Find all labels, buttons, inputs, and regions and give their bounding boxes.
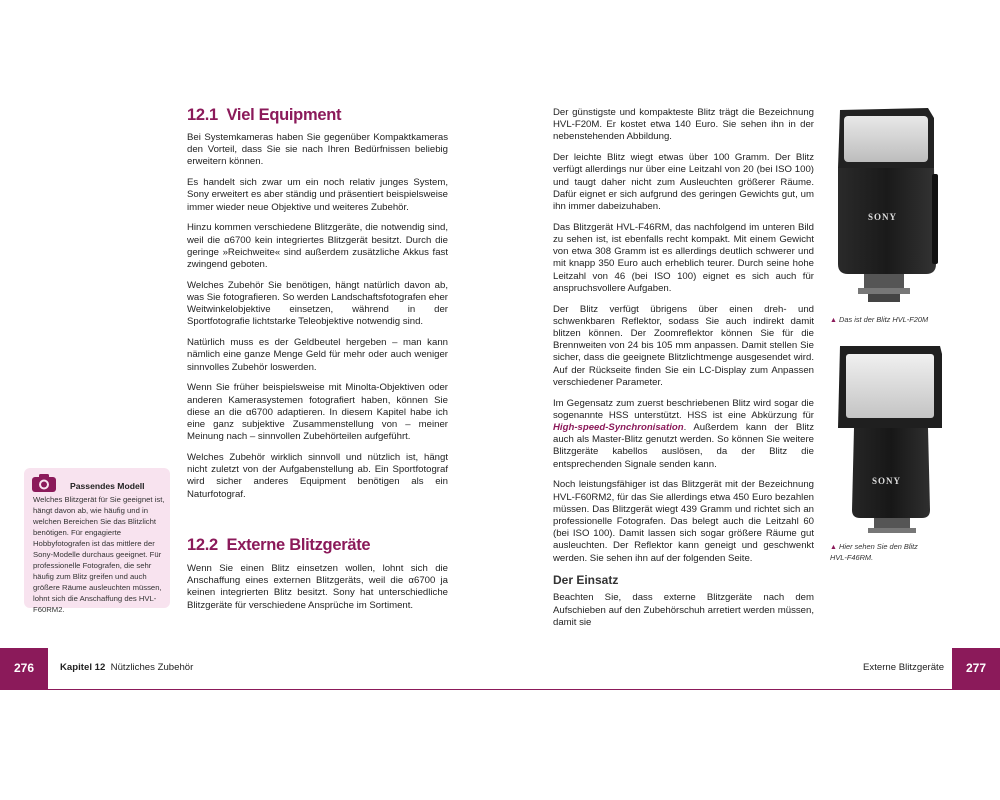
page-number-bar-right bbox=[952, 648, 1000, 690]
emphasis-hss: High-speed-Synchronisation bbox=[553, 422, 684, 434]
text-run: Im Gegensatz zum zuerst beschriebenen Blitz wird sogar die sogenannte HSS unterstützt. HSS ist eine Abkürzung für bbox=[553, 397, 814, 421]
tip-title: Passendes Modell bbox=[70, 481, 145, 491]
section-title: Viel Equipment bbox=[226, 106, 342, 124]
caption-text: Das ist der Blitz HVL-F20M bbox=[839, 315, 929, 324]
footer-section-title: Externe Blitzgeräte bbox=[863, 662, 945, 673]
paragraph: Noch leistungsfähiger ist das Blitzgerät mit der Bezeichnung HVL-F60RM2, für das Sie allerdings etwa 450 Euro bezahlen müssen. Das Blitzgerät wiegt 439 Gramm und richtet sich an professionelle Fotografen. Das belegt auch die Leitzahl 60 (bei ISO 100). Damit lassen sich sogar größere Räume gut ausleuchten. Der Reflektor kann geneigt und geschwenkt werden. Sie sehen ihn auf der folgenden Seite. bbox=[553, 479, 814, 564]
paragraph: Es handelt sich zwar um ein noch relativ junges System, Sony erweitert es aber ständig und präsentiert beispielsweise immer wieder neue Objektive und weiteres Zubehör. bbox=[187, 177, 448, 213]
left-text-column-2 bbox=[187, 563, 448, 620]
text-run: . Außerdem kann der Blitz auch als Master-Blitz genutzt werden. So können Sie weitere Blitzgeräte kabellos auslösen, da der Blitz die entsprechenden Signale senden kann. bbox=[553, 422, 814, 470]
footer-chapter bbox=[60, 662, 193, 673]
flash-image-hvl-f46rm bbox=[834, 342, 944, 542]
chapter-label: Kapitel 12 bbox=[60, 662, 106, 673]
paragraph: Der Blitz verfügt übrigens über einen dreh- und schwenkbaren Reflektor, sodass Sie auch indirekt damit blitzen können. Der Zoomreflektor können Sie für die Brennweiten von 24 bis 105 mm anpassen. Damit stellen Sie sicher, dass die geeignete Blitzlichtmenge ausgesendet wird. Auf der Rückseite finden Sie ein LC-Display zum Anpassen verschiedener Parameter. bbox=[553, 303, 814, 388]
section-number: 12.1 bbox=[187, 106, 218, 124]
caption-top bbox=[830, 315, 928, 326]
paragraph: Welches Zubehör wirklich sinnvoll und nützlich ist, hängt nicht zuletzt von der Aufgabenstellung ab. Ein Sportfotograf wird sicher anderes Equipment benötigen als ein Naturfotograf. bbox=[187, 452, 448, 500]
paragraph-hss bbox=[553, 398, 814, 471]
caption-bottom bbox=[830, 542, 918, 563]
flash-brand-label: SONY bbox=[868, 212, 898, 222]
page-number: 277 bbox=[965, 661, 987, 675]
paragraph: Hinzu kommen verschiedene Blitzgeräte, die notwendig sind, weil die α6700 kein integriertes Blitzgerät besitzt. Durch die geringe »Reichweite« sind außerdem zusätzliche Akkus fast zwingend geboten. bbox=[187, 222, 448, 271]
paragraph: Der günstigste und kompakteste Blitz trägt die Bezeichnung HVL-F20M. Er kostet etwa 140 Euro. Sie sehen ihn in der nebenstehenden Abbildung. bbox=[553, 107, 814, 143]
section-number: 12.2 bbox=[187, 536, 218, 554]
camera-icon bbox=[32, 474, 56, 492]
right-text-column bbox=[553, 107, 814, 638]
paragraph: Welches Zubehör Sie benötigen, hängt natürlich davon ab, was Sie fotografieren. So werden Landschaftsfotografen eher Weitwinkelobjektive einsetzen, während in der Sportfotografie lichtstarke Teleobjektive notwendig sind. bbox=[187, 279, 448, 328]
flash-image-hvl-f20m bbox=[830, 104, 940, 314]
paragraph: Wenn Sie einen Blitz einsetzen wollen, lohnt sich die Anschaffung eines externen Blitzgeräts, weil die α6700 ja keinen integrierten Blitz besitzt. Sony hat unterschiedliche Blitzgeräte für verschiedene Ansprüche im Sortiment. bbox=[187, 563, 448, 611]
page-number-bar-left bbox=[0, 648, 48, 690]
paragraph: Natürlich muss es der Geldbeutel hergeben – man kann nämlich eine ganze Menge Geld für mehr oder auch weniger sinnvolles Zubehör loswerden. bbox=[187, 337, 448, 373]
caption-text: Hier sehen Sie den Blitz bbox=[839, 542, 918, 551]
flash-brand-label-2: SONY bbox=[872, 476, 902, 486]
paragraph: Beachten Sie, dass externe Blitzgeräte nach dem Aufschieben auf den Zubehörschuh arretiert werden müssen, damit sie bbox=[553, 592, 814, 628]
tip-text: Welches Blitzgerät für Sie geeignet ist, hängt davon ab, wie häufig und in welchen Bereichen Sie das Blitzlicht benötigen. Für engagierte Hobbyfotografen ist das mittlere der Sony-Modelle durchaus geeignet. Für professionelle Fotografen, die sehr häufig zum Blitz greifen und auch größere Räume ausleuchten müssen, lohnt sich die Anschaffung des HVL-F60RM2. bbox=[33, 495, 165, 614]
section-heading-12-2 bbox=[187, 536, 370, 555]
paragraph: Wenn Sie früher beispielsweise mit Minolta-Objektiven oder anderen Kamerasystemen fotografiert haben, können Sie diese an die α6700 adaptieren. In diesem Kapitel habe ich eine ganz subjektive Zusammenstellung von – meiner Meinung nach – sinnvollen Zubehörteilen aufgeführt. bbox=[187, 382, 448, 443]
subheading: Der Einsatz bbox=[553, 573, 619, 588]
footer-rule-left bbox=[0, 689, 500, 690]
section-title: Externe Blitzgeräte bbox=[226, 536, 371, 554]
caption-text: HVL-F46RM. bbox=[830, 553, 874, 562]
paragraph: Der leichte Blitz wiegt etwas über 100 Gramm. Der Blitz verfügt allerdings nur über eine Leitzahl von 20 (bei ISO 100) und taugt daher nicht zum Ausleuchten größerer Räume. Dafür eignet er sich aufgrund des geringen Gewichts gut, um ihn immer dabeizuhaben. bbox=[553, 152, 814, 213]
page-number: 276 bbox=[13, 661, 35, 675]
left-text-column bbox=[187, 132, 448, 509]
caption-triangle-icon: ▲ bbox=[830, 544, 837, 551]
caption-triangle-icon: ▲ bbox=[830, 317, 837, 324]
footer-rule-right bbox=[500, 689, 1000, 690]
chapter-title: Nützliches Zubehör bbox=[110, 662, 194, 673]
tip-box bbox=[24, 468, 170, 614]
paragraph: Bei Systemkameras haben Sie gegenüber Kompaktkameras den Vorteil, dass Sie sie nach Ihren Bedürfnissen beliebig erweitern können. bbox=[187, 132, 448, 168]
section-heading-12-1 bbox=[187, 106, 341, 125]
paragraph: Das Blitzgerät HVL-F46RM, das nachfolgend im unteren Bild zu sehen ist, ist ebenfalls recht kompakt. Mit einem Gewicht von etwa 308 Gramm ist es allerdings deutlich schwerer und mit knapp 350 Euro auch erheblich teurer. Durch seine hohe Leitzahl von 46 (bei ISO 100) eignet es sich auch für anspruchsvollere Aufgaben. bbox=[553, 221, 814, 294]
